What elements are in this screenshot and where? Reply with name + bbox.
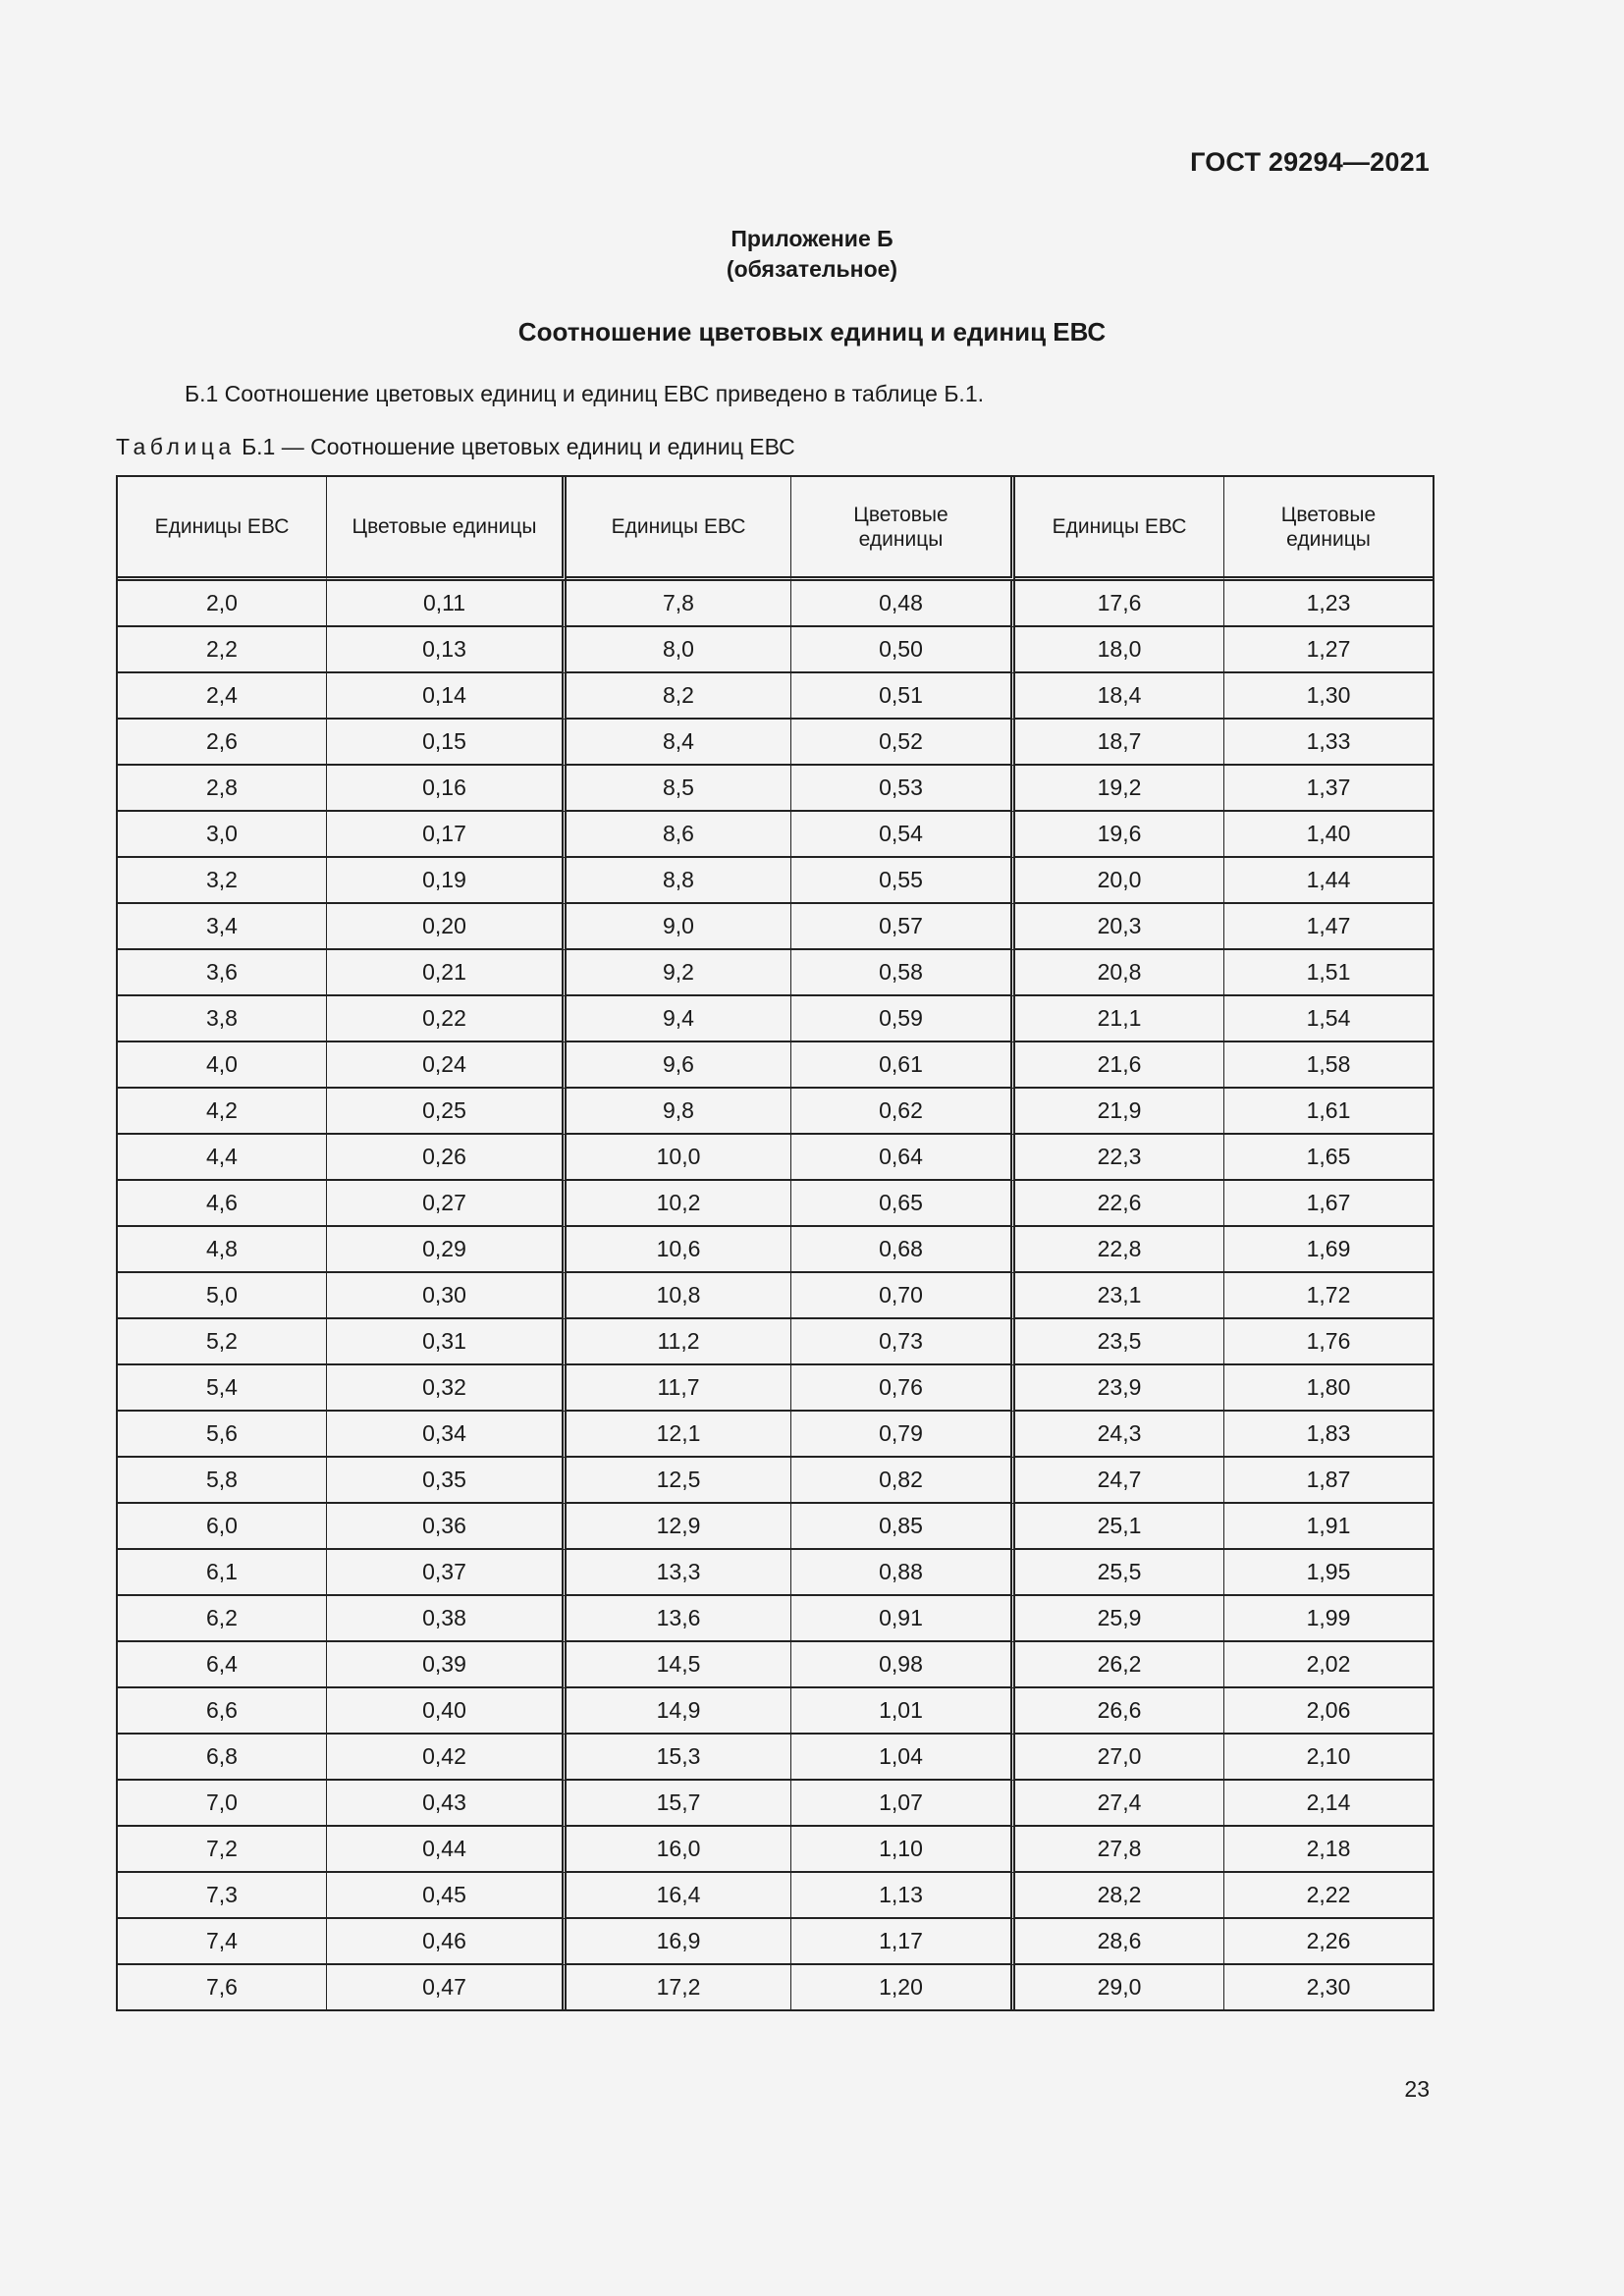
table-cell: 1,47: [1224, 904, 1433, 950]
table-cell: 21,6: [1015, 1042, 1224, 1089]
table-cell: 0,32: [327, 1365, 567, 1412]
table-cell: 26,6: [1015, 1688, 1224, 1735]
table-cell: 23,1: [1015, 1273, 1224, 1319]
table-cell: 12,9: [567, 1504, 791, 1550]
table-cell: 1,20: [791, 1965, 1015, 2009]
table-cell: 3,8: [118, 996, 327, 1042]
table-cell: 27,8: [1015, 1827, 1224, 1873]
table-row: [118, 1735, 1433, 1781]
table-cell: 8,2: [567, 673, 791, 720]
table-cell: 1,44: [1224, 858, 1433, 904]
table-cell: 4,2: [118, 1089, 327, 1135]
table-row: [118, 581, 1433, 627]
table-caption-label: Таблица: [116, 434, 236, 459]
table-cell: 0,53: [791, 766, 1015, 812]
table-row: [118, 1827, 1433, 1873]
table-cell: 1,61: [1224, 1089, 1433, 1135]
section-title: Соотношение цветовых единиц и единиц ЕВС: [517, 317, 1107, 347]
table-row: [118, 1688, 1433, 1735]
table-cell: 0,35: [327, 1458, 567, 1504]
table-cell: 2,22: [1224, 1873, 1433, 1919]
table-cell: 7,3: [118, 1873, 327, 1919]
table-cell: 3,4: [118, 904, 327, 950]
table-cell: 27,0: [1015, 1735, 1224, 1781]
table-cell: 0,73: [791, 1319, 1015, 1365]
table-cell: 0,47: [327, 1965, 567, 2009]
table-cell: 0,20: [327, 904, 567, 950]
table-cell: 1,91: [1224, 1504, 1433, 1550]
table-cell: 1,87: [1224, 1458, 1433, 1504]
table-caption: [116, 434, 795, 460]
table-cell: 19,2: [1015, 766, 1224, 812]
table-cell: 0,29: [327, 1227, 567, 1273]
table-cell: 0,25: [327, 1089, 567, 1135]
table-cell: 0,44: [327, 1827, 567, 1873]
table-cell: 1,76: [1224, 1319, 1433, 1365]
table-cell: 11,2: [567, 1319, 791, 1365]
table-cell: 10,8: [567, 1273, 791, 1319]
table-cell: 22,6: [1015, 1181, 1224, 1227]
annex-title: Приложение Б: [731, 226, 893, 251]
table-cell: 1,80: [1224, 1365, 1433, 1412]
table-cell: 0,14: [327, 673, 567, 720]
table-cell: 22,8: [1015, 1227, 1224, 1273]
table-row: [118, 1781, 1433, 1827]
table-row: [118, 1412, 1433, 1458]
table-cell: 0,85: [791, 1504, 1015, 1550]
table-cell: 16,0: [567, 1827, 791, 1873]
page-number: 23: [1404, 2076, 1430, 2102]
table-row: [118, 1042, 1433, 1089]
table-cell: 0,39: [327, 1642, 567, 1688]
annex-status: (обязательное): [726, 256, 898, 282]
header-ebc-units: Единицы ЕВС: [118, 477, 327, 581]
table-cell: 0,82: [791, 1458, 1015, 1504]
table-cell: 2,8: [118, 766, 327, 812]
conversion-table: [116, 475, 1435, 2011]
table-cell: 9,6: [567, 1042, 791, 1089]
table-cell: 1,37: [1224, 766, 1433, 812]
table-cell: 0,17: [327, 812, 567, 858]
table-cell: 0,58: [791, 950, 1015, 996]
table-cell: 0,37: [327, 1550, 567, 1596]
table-cell: 5,0: [118, 1273, 327, 1319]
table-cell: 0,52: [791, 720, 1015, 766]
table-cell: 3,6: [118, 950, 327, 996]
table-cell: 22,3: [1015, 1135, 1224, 1181]
table-cell: 20,8: [1015, 950, 1224, 996]
table-row: [118, 766, 1433, 812]
table-row: [118, 858, 1433, 904]
table-cell: 13,3: [567, 1550, 791, 1596]
table-row: [118, 1642, 1433, 1688]
table-cell: 8,0: [567, 627, 791, 673]
table-cell: 2,02: [1224, 1642, 1433, 1688]
table-cell: 28,6: [1015, 1919, 1224, 1965]
table-cell: 24,7: [1015, 1458, 1224, 1504]
table-cell: 0,43: [327, 1781, 567, 1827]
table-row: [118, 1319, 1433, 1365]
table-row: [118, 812, 1433, 858]
table-cell: 0,42: [327, 1735, 567, 1781]
table-cell: 18,0: [1015, 627, 1224, 673]
table-cell: 1,27: [1224, 627, 1433, 673]
table-cell: 21,9: [1015, 1089, 1224, 1135]
table-cell: 0,61: [791, 1042, 1015, 1089]
table-cell: 16,4: [567, 1873, 791, 1919]
table-cell: 26,2: [1015, 1642, 1224, 1688]
table-cell: 25,1: [1015, 1504, 1224, 1550]
table-cell: 2,10: [1224, 1735, 1433, 1781]
table-cell: 0,88: [791, 1550, 1015, 1596]
table-cell: 0,26: [327, 1135, 567, 1181]
table-cell: 8,6: [567, 812, 791, 858]
table-row: [118, 1458, 1433, 1504]
table-cell: 2,2: [118, 627, 327, 673]
table-cell: 23,9: [1015, 1365, 1224, 1412]
table-cell: 0,22: [327, 996, 567, 1042]
table-cell: 23,5: [1015, 1319, 1224, 1365]
table-cell: 0,65: [791, 1181, 1015, 1227]
table-cell: 0,19: [327, 858, 567, 904]
table-cell: 1,01: [791, 1688, 1015, 1735]
table-cell: 4,4: [118, 1135, 327, 1181]
table-cell: 2,0: [118, 581, 327, 627]
table-row: [118, 673, 1433, 720]
table-cell: 27,4: [1015, 1781, 1224, 1827]
table-row: [118, 720, 1433, 766]
table-cell: 1,13: [791, 1873, 1015, 1919]
table-cell: 1,72: [1224, 1273, 1433, 1319]
table-row: [118, 627, 1433, 673]
table-cell: 1,69: [1224, 1227, 1433, 1273]
table-cell: 2,6: [118, 720, 327, 766]
table-cell: 0,24: [327, 1042, 567, 1089]
table-cell: 10,6: [567, 1227, 791, 1273]
table-cell: 0,48: [791, 581, 1015, 627]
table-cell: 1,23: [1224, 581, 1433, 627]
header-color-units: Цветовые единицы: [791, 477, 1015, 581]
table-cell: 0,98: [791, 1642, 1015, 1688]
table-cell: 0,45: [327, 1873, 567, 1919]
table-cell: 9,4: [567, 996, 791, 1042]
table-cell: 8,5: [567, 766, 791, 812]
table-cell: 1,95: [1224, 1550, 1433, 1596]
table-cell: 1,54: [1224, 996, 1433, 1042]
table-cell: 10,0: [567, 1135, 791, 1181]
table-cell: 2,14: [1224, 1781, 1433, 1827]
table-cell: 0,79: [791, 1412, 1015, 1458]
paragraph-b1: Б.1 Соотношение цветовых единиц и единиц ЕВС приведено в таблице Б.1.: [185, 381, 984, 406]
table-cell: 2,18: [1224, 1827, 1433, 1873]
table-cell: 5,4: [118, 1365, 327, 1412]
table-row: [118, 1365, 1433, 1412]
table-row: [118, 1135, 1433, 1181]
table-cell: 1,07: [791, 1781, 1015, 1827]
table-cell: 10,2: [567, 1181, 791, 1227]
table-row: [118, 1919, 1433, 1965]
table-cell: 6,1: [118, 1550, 327, 1596]
table-row: [118, 950, 1433, 996]
table-cell: 0,55: [791, 858, 1015, 904]
table-cell: 1,51: [1224, 950, 1433, 996]
table-cell: 2,4: [118, 673, 327, 720]
table-cell: 0,31: [327, 1319, 567, 1365]
header-ebc-units: Единицы ЕВС: [567, 477, 791, 581]
table-cell: 19,6: [1015, 812, 1224, 858]
table-caption-text: Б.1 — Соотношение цветовых единиц и единиц ЕВС: [235, 434, 795, 459]
table-cell: 21,1: [1015, 996, 1224, 1042]
table-cell: 0,70: [791, 1273, 1015, 1319]
table-cell: 1,67: [1224, 1181, 1433, 1227]
table-cell: 1,33: [1224, 720, 1433, 766]
table-row: [118, 1873, 1433, 1919]
table-cell: 6,2: [118, 1596, 327, 1642]
table-cell: 17,6: [1015, 581, 1224, 627]
table-cell: 28,2: [1015, 1873, 1224, 1919]
table-cell: 0,21: [327, 950, 567, 996]
table-row: [118, 1227, 1433, 1273]
table-cell: 1,30: [1224, 673, 1433, 720]
table-cell: 0,51: [791, 673, 1015, 720]
table-cell: 8,8: [567, 858, 791, 904]
table-cell: 9,2: [567, 950, 791, 996]
table-cell: 18,7: [1015, 720, 1224, 766]
table-row: [118, 996, 1433, 1042]
table-cell: 0,57: [791, 904, 1015, 950]
table-cell: 0,34: [327, 1412, 567, 1458]
table-header-row: [118, 477, 1433, 581]
table-cell: 20,0: [1015, 858, 1224, 904]
table-cell: 7,2: [118, 1827, 327, 1873]
table-cell: 1,40: [1224, 812, 1433, 858]
table-cell: 17,2: [567, 1965, 791, 2009]
table-cell: 5,8: [118, 1458, 327, 1504]
table-cell: 18,4: [1015, 673, 1224, 720]
table-cell: 7,0: [118, 1781, 327, 1827]
table-cell: 3,0: [118, 812, 327, 858]
table-cell: 1,04: [791, 1735, 1015, 1781]
table-cell: 0,50: [791, 627, 1015, 673]
table-row: [118, 1965, 1433, 2009]
table-cell: 14,5: [567, 1642, 791, 1688]
table-cell: 2,30: [1306, 1974, 1351, 2000]
table-cell: 4,0: [118, 1042, 327, 1089]
header-ebc-units: Единицы ЕВС: [1015, 477, 1224, 581]
table-cell: 0,30: [327, 1273, 567, 1319]
table-cell: 24,3: [1015, 1412, 1224, 1458]
table-cell: 0,38: [327, 1596, 567, 1642]
table-cell: 0,62: [791, 1089, 1015, 1135]
table-cell: 1,99: [1224, 1596, 1433, 1642]
table-cell: 0,27: [327, 1181, 567, 1227]
table-row: [118, 1089, 1433, 1135]
table-cell: 12,5: [567, 1458, 791, 1504]
table-cell: 7,4: [118, 1919, 327, 1965]
table-cell: 20,3: [1015, 904, 1224, 950]
table-cell: 0,54: [791, 812, 1015, 858]
header-color-units: Цветовые единицы: [327, 477, 567, 581]
table-cell: 11,7: [567, 1365, 791, 1412]
document-id: ГОСТ 29294—2021: [1190, 147, 1430, 177]
table-cell: 4,6: [118, 1181, 327, 1227]
table-cell: 25,9: [1015, 1596, 1224, 1642]
table-cell: 9,0: [567, 904, 791, 950]
table-cell: 0,11: [327, 581, 567, 627]
table-cell: 25,5: [1015, 1550, 1224, 1596]
table-cell: 2,06: [1224, 1688, 1433, 1735]
table-body: [118, 581, 1433, 2009]
table-cell: 14,9: [567, 1688, 791, 1735]
table-cell: 0,16: [327, 766, 567, 812]
table-cell: 4,8: [118, 1227, 327, 1273]
table-cell: 0,68: [791, 1227, 1015, 1273]
table-cell: 6,8: [118, 1735, 327, 1781]
table-cell: 9,8: [567, 1089, 791, 1135]
table-cell: 6,6: [118, 1688, 327, 1735]
table-cell: 3,2: [118, 858, 327, 904]
table-cell: 0,36: [327, 1504, 567, 1550]
table-row: [118, 1504, 1433, 1550]
table-cell: 6,0: [118, 1504, 327, 1550]
table-cell: 0,59: [791, 996, 1015, 1042]
table-cell: 13,6: [567, 1596, 791, 1642]
table-row: [118, 1550, 1433, 1596]
table-cell: 1,10: [791, 1827, 1015, 1873]
table-cell: 5,2: [118, 1319, 327, 1365]
table-cell: 0,15: [327, 720, 567, 766]
table-row: [118, 1596, 1433, 1642]
table-row: [118, 904, 1433, 950]
table-cell: 7,6: [118, 1965, 327, 2009]
table-cell: 0,76: [791, 1365, 1015, 1412]
table-cell: 5,6: [118, 1412, 327, 1458]
table-cell: 0,64: [791, 1135, 1015, 1181]
table-cell: 6,4: [118, 1642, 327, 1688]
table-cell: 0,91: [791, 1596, 1015, 1642]
header-color-units: Цветовые единицы: [1224, 477, 1433, 581]
table-cell: 1,17: [791, 1919, 1015, 1965]
table-cell: 15,3: [567, 1735, 791, 1781]
table-cell: 7,8: [567, 581, 791, 627]
table-cell: 1,58: [1224, 1042, 1433, 1089]
table-cell: 0,13: [327, 627, 567, 673]
table-row: [118, 1273, 1433, 1319]
table-cell: 2,26: [1224, 1919, 1433, 1965]
table-cell: 8,4: [567, 720, 791, 766]
table-cell: 15,7: [567, 1781, 791, 1827]
table-cell: 0,46: [327, 1919, 567, 1965]
table-cell: 16,9: [567, 1919, 791, 1965]
table-cell: 0,40: [327, 1688, 567, 1735]
table-row: [118, 1181, 1433, 1227]
table-cell: 1,65: [1224, 1135, 1433, 1181]
table-cell: 29,0: [1015, 1965, 1224, 2009]
table-cell: 12,1: [567, 1412, 791, 1458]
table-cell: 1,83: [1224, 1412, 1433, 1458]
